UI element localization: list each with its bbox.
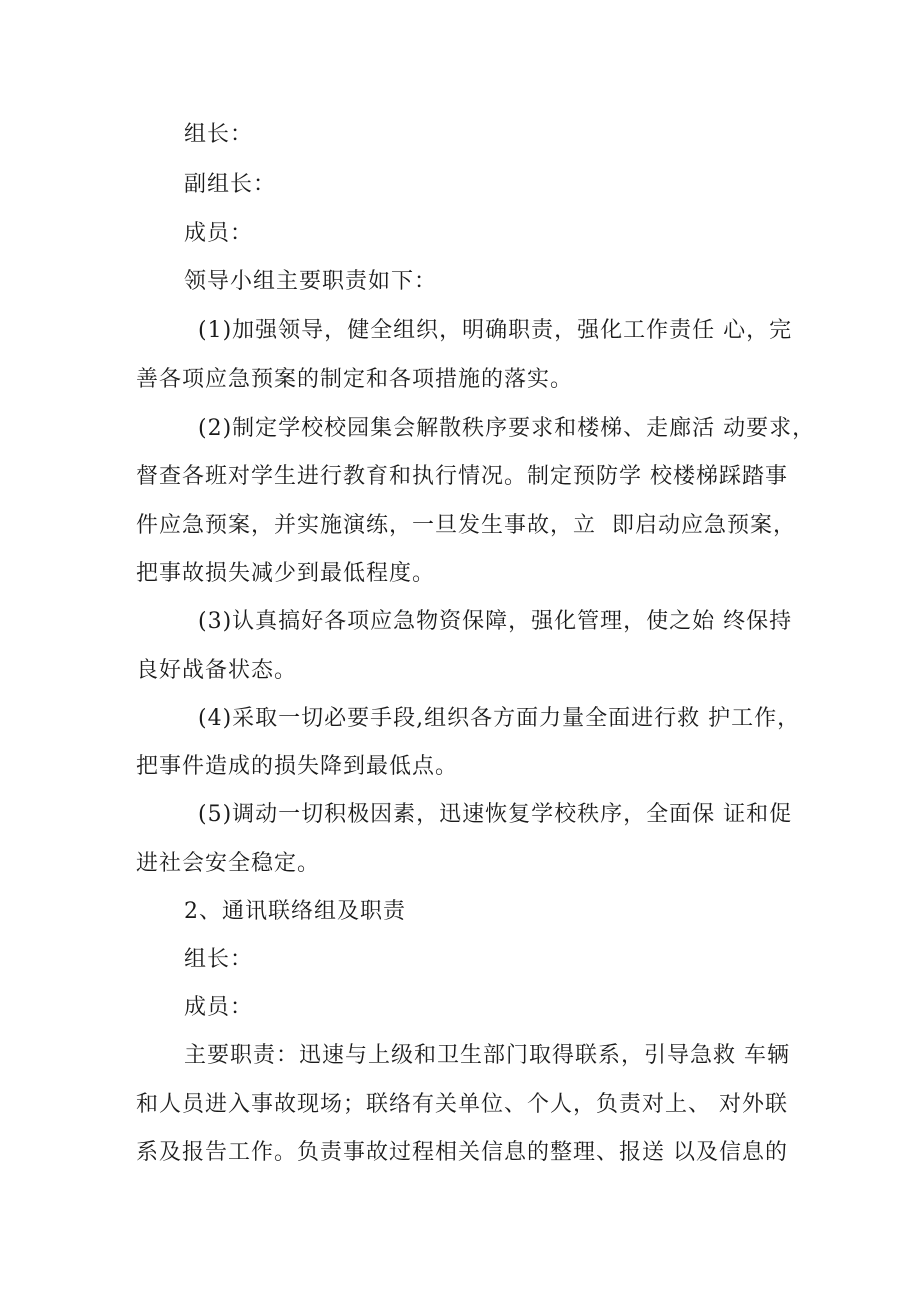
comm-duties-line-2: 和人员进入事故现场；联络有关单位、个人，负责对上、 对外联 <box>136 1092 788 1117</box>
duty-2-line-4: 把事故损失减少到最低程度。 <box>136 561 436 586</box>
section-2-heading: 2、通讯联络组及职责 <box>184 899 406 924</box>
duty-2-line-2: 督查各班对学生进行教育和执行情况。制定预防学 校楼梯踩踏事 <box>136 464 788 489</box>
duty-4-line-2: 把事件造成的损失降到最低点。 <box>136 754 459 779</box>
leader-label: 组长： <box>184 122 254 147</box>
duty-4-line-1: (4)采取一切必要手段,组织各方面力量全面进行救 护工作， <box>198 706 801 731</box>
duty-3-line-2: 良好战备状态。 <box>136 658 298 683</box>
comm-members-label: 成员： <box>184 995 254 1020</box>
comm-leader-label: 组长： <box>184 947 254 972</box>
duty-1-line-2: 善各项应急预案的制定和各项措施的落实。 <box>136 367 574 392</box>
duties-heading: 领导小组主要职责如下： <box>184 269 438 294</box>
members-label: 成员： <box>184 221 254 246</box>
deputy-leader-label: 副组长： <box>184 172 277 197</box>
duty-5-line-1: (5)调动一切积极因素，迅速恢复学校秩序，全面保 证和促 <box>198 802 793 827</box>
duty-2-line-3: 件应急预案，并实施演练，一旦发生事故，立 即启动应急预案， <box>136 513 796 538</box>
duty-3-line-1: (3)认真搞好各项应急物资保障，强化管理，使之始 终保持 <box>198 609 793 634</box>
duty-5-line-2: 进社会安全稳定。 <box>136 851 321 876</box>
duty-2-line-1: (2)制定学校校园集会解散秩序要求和楼梯、走廊活 动要求， <box>198 416 816 441</box>
comm-duties-line-3: 系及报告工作。负责事故过程相关信息的整理、报送 以及信息的 <box>136 1140 788 1165</box>
duty-1-line-1: (1)加强领导，健全组织，明确职责，强化工作责任 心，完 <box>198 318 793 343</box>
comm-duties-line-1: 主要职责：迅速与上级和卫生部门取得联系，引导急救 车辆 <box>184 1043 790 1068</box>
